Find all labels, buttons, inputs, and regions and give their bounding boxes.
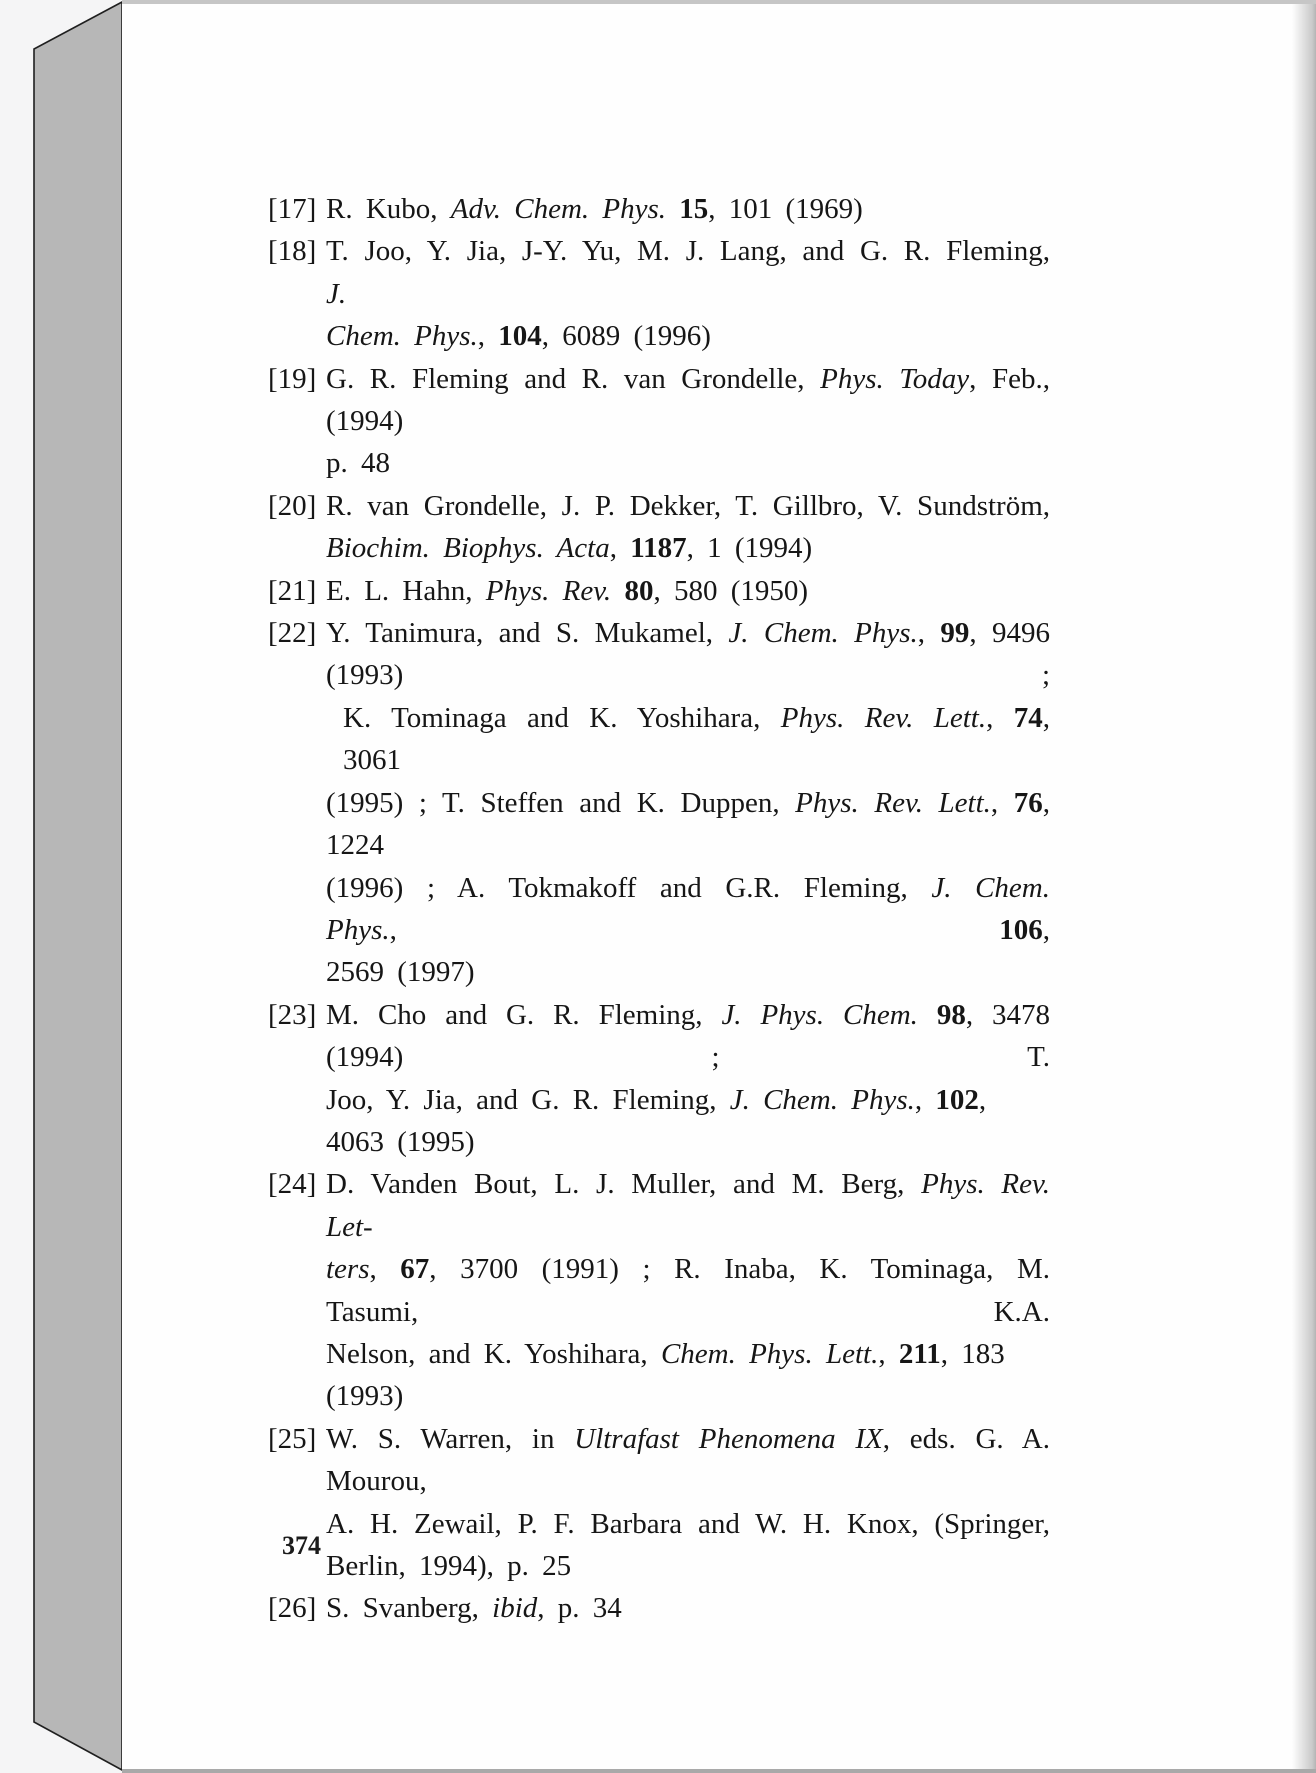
reference-text-segment: ters <box>326 1253 370 1286</box>
reference-text-segment: (1996) ; A. Tokmakoff and G.R. Fleming, <box>326 871 932 904</box>
reference-item <box>268 358 1050 485</box>
reference-text-segment: Phys. Rev. Let- <box>326 1168 1050 1243</box>
reference-text-segment: , 4063 (1995) <box>326 1083 987 1158</box>
reference-text-segment: 74 <box>1013 701 1043 734</box>
reference-text-segment: 99 <box>940 617 970 650</box>
reference-text-segment: G. R. Fleming and R. van Grondelle, <box>326 362 821 395</box>
reference-label: [19] <box>268 362 317 395</box>
reference-label: [17] <box>268 193 317 225</box>
reference-text-segment: R. Kubo, <box>326 193 451 225</box>
reference-text-segment: , Feb., (1994) <box>326 362 1050 438</box>
reference-text-segment: , <box>914 1083 936 1116</box>
reference-line <box>326 188 1050 230</box>
reference-item <box>268 1587 1050 1629</box>
reference-item <box>268 1418 1050 1588</box>
reference-text-segment: 67 <box>400 1253 430 1286</box>
page-bottom-edge-shadow <box>122 1769 1316 1773</box>
reference-line <box>326 1163 1050 1248</box>
reference-text-segment: Biochim. Biophys. Acta <box>326 532 610 565</box>
reference-text-segment <box>918 999 937 1031</box>
reference-text-segment: , <box>986 701 1014 734</box>
reference-text-segment: (1995) ; T. Steffen and K. Duppen, <box>326 786 796 819</box>
reference-line <box>326 951 1050 993</box>
reference-text-segment: Phys. Rev. <box>485 574 612 607</box>
reference-label: [26] <box>268 1592 317 1625</box>
reference-text-segment: , 1 (1994) <box>686 532 813 565</box>
reference-text-segment: , 580 (1950) <box>653 574 809 607</box>
reference-text-segment: 98 <box>936 998 966 1031</box>
reference-line <box>326 697 1050 782</box>
reference-text-segment: K. Tominaga and K. Yoshihara, <box>343 701 781 734</box>
reference-label: [22] <box>268 617 317 650</box>
reference-line <box>326 1418 1050 1503</box>
reference-text-segment: Joo, Y. Jia, and G. R. Fleming, <box>326 1083 730 1116</box>
reference-text-segment: , <box>369 1253 401 1286</box>
reference-label: [18] <box>268 235 317 268</box>
reference-line <box>326 442 1050 484</box>
reference-line <box>326 867 1050 952</box>
reference-text-segment: Y. Tanimura, and S. Mukamel, <box>326 617 729 650</box>
reference-text-segment: Ultrafast Phenomena IX <box>574 1422 883 1455</box>
reference-text-segment: , 183 (1993) <box>326 1337 1005 1413</box>
reference-label: [23] <box>268 998 317 1031</box>
reference-line <box>326 230 1050 315</box>
reference-text-segment: J. Phys. Chem. <box>721 998 918 1031</box>
reference-text-segment: J. Chem. Phys. <box>728 617 918 650</box>
reference-line <box>326 485 1050 527</box>
reference-item <box>268 994 1050 1164</box>
reference-text-segment: , eds. G. A. Mourou, <box>326 1422 1050 1498</box>
reference-text-segment: ibid <box>492 1592 538 1625</box>
reference-line <box>326 994 1050 1079</box>
reference-text-segment: M. Cho and G. R. Fleming, <box>326 998 722 1031</box>
reference-text-segment: E. L. Hahn, <box>326 574 486 607</box>
reference-item <box>268 570 1050 612</box>
reference-text-segment: 106 <box>999 913 1043 946</box>
reference-text-segment: , 3700 (1991) ; R. Inaba, K. Tominaga, M. Tasumi, K.A. <box>326 1253 1050 1328</box>
page-number: 374 <box>282 1531 321 1560</box>
page-surface <box>122 0 1316 1773</box>
reference-text-segment: W. S. Warren, in <box>326 1422 575 1455</box>
reference-line <box>326 1587 1050 1629</box>
reference-text-segment: 80 <box>624 574 654 607</box>
reference-item <box>268 1163 1050 1417</box>
reference-text-segment: Chem. Phys. <box>326 320 478 353</box>
reference-text-segment: Phys. Today <box>820 362 970 395</box>
reference-text-segment: , 9496 (1993) ; <box>326 617 1051 692</box>
references-list <box>268 188 1050 1630</box>
reference-text-segment: T. Joo, Y. Jia, J-Y. Yu, M. J. Lang, and G. R. Fleming, <box>326 235 1050 268</box>
reference-text-segment: , <box>917 617 941 650</box>
reference-text-segment: 211 <box>898 1337 941 1370</box>
reference-text-segment: R. van Grondelle, J. P. Dekker, T. Gillbro, V. Sundström, <box>326 489 1050 522</box>
reference-line <box>326 612 1050 697</box>
reference-text-segment: S. Svanberg, <box>326 1592 493 1625</box>
reference-text-segment: 76 <box>1013 786 1043 819</box>
reference-text-segment: Berlin, 1994), p. 25 <box>326 1550 572 1582</box>
reference-line <box>326 570 1050 612</box>
reference-text-segment: J. Chem. Phys. <box>729 1083 915 1116</box>
reference-text-segment: , 3478 (1994) ; T. <box>326 998 1051 1074</box>
page-right-edge-shadow <box>1292 4 1316 1773</box>
reference-text-segment: Adv. Chem. Phys. <box>450 193 680 225</box>
reference-text-segment: , <box>990 786 1014 819</box>
reference-text-segment: J. <box>326 277 347 310</box>
reference-label: [24] <box>268 1168 317 1201</box>
reference-text-segment: Phys. Rev. Lett. <box>780 701 987 734</box>
reference-text-segment: D. Vanden Bout, L. J. Muller, and M. Berg, <box>326 1168 922 1201</box>
reference-text-segment: 15 <box>679 193 709 225</box>
reference-label: [20] <box>268 489 317 522</box>
reference-text-segment: , <box>878 1337 899 1370</box>
reference-text-segment: , <box>389 913 1000 946</box>
reference-line <box>326 1333 1050 1418</box>
reference-item <box>268 612 1050 994</box>
reference-item <box>268 188 1050 230</box>
reference-text-segment: J. Chem. Phys. <box>326 871 1051 946</box>
reference-text-segment: Phys. Rev. Lett. <box>795 786 991 819</box>
reference-line <box>326 358 1050 443</box>
reference-text-segment: Chem. Phys. Lett. <box>660 1337 879 1370</box>
reference-text-segment: , p. 34 <box>537 1592 622 1625</box>
reference-line <box>326 1079 1050 1164</box>
reference-text-segment: Nelson, and K. Yoshihara, <box>326 1337 661 1370</box>
reference-line <box>326 315 1050 357</box>
reference-line <box>326 1503 1050 1545</box>
reference-label: [21] <box>268 574 317 607</box>
reference-text-segment: 2569 (1997) <box>326 956 475 989</box>
reference-text-segment: 102 <box>935 1083 979 1116</box>
reference-text-segment: , <box>1042 913 1050 946</box>
reference-text-segment: 1187 <box>630 532 687 565</box>
reference-text-segment: , 3061 <box>343 701 1050 777</box>
reference-text-segment: p. 48 <box>326 447 390 480</box>
reference-line <box>326 527 1050 569</box>
reference-text-segment: A. H. Zewail, P. F. Barbara and W. H. Knox, (Springer, <box>326 1507 1050 1540</box>
reference-text-segment: , <box>609 532 631 565</box>
reference-text-segment: , <box>477 320 499 353</box>
reference-text-segment: 104 <box>498 320 542 353</box>
reference-text-segment <box>611 575 624 607</box>
reference-text-segment: , 101 (1969) <box>708 193 863 225</box>
reference-line <box>326 1545 1050 1587</box>
reference-line <box>326 1248 1050 1333</box>
reference-line <box>326 782 1050 867</box>
reference-item <box>268 230 1050 357</box>
reference-text-segment: , 1224 <box>326 786 1050 862</box>
reference-text-segment: , 6089 (1996) <box>541 320 711 353</box>
reference-item <box>268 485 1050 570</box>
reference-label: [25] <box>268 1422 317 1455</box>
